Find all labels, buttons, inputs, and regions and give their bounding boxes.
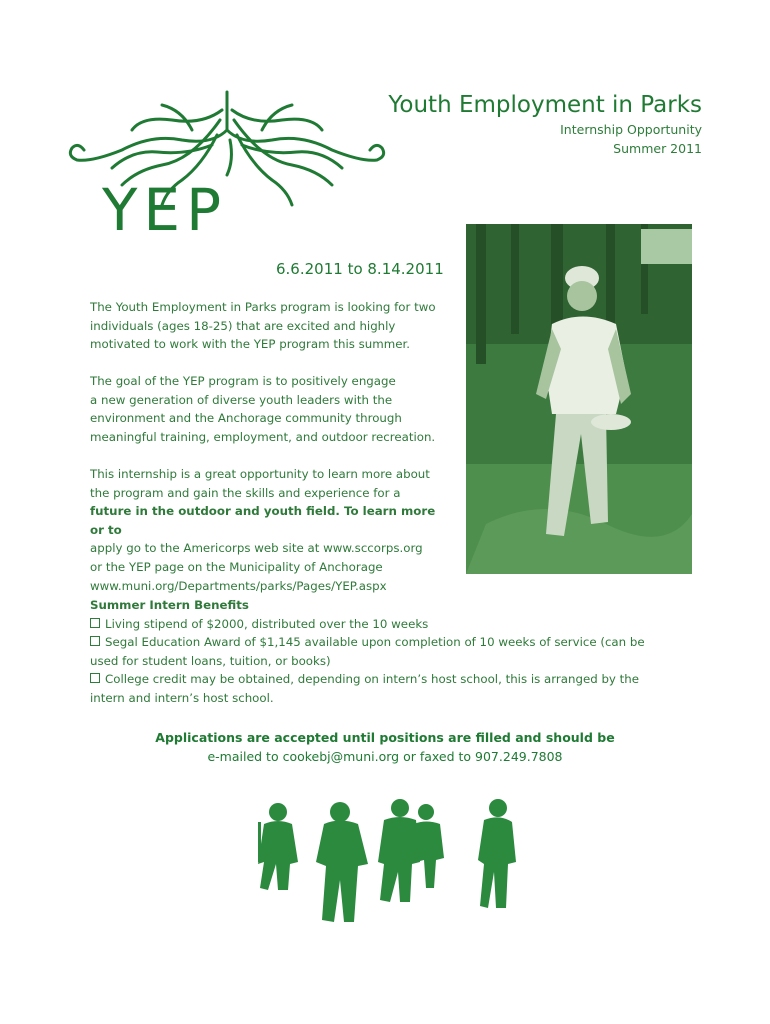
intern-photo <box>466 224 692 574</box>
checkbox-icon <box>90 636 100 646</box>
benefit-text: Segal Education Award of $1,145 available upon completion of 10 weeks of service (can be <box>105 635 645 650</box>
text-line: environment and the Anchorage community through <box>90 411 402 426</box>
program-dates: 6.6.2011 to 8.14.2011 <box>276 260 444 278</box>
people-silhouettes <box>250 792 530 932</box>
season-label: Summer 2011 <box>613 141 702 156</box>
text-line: individuals (ages 18-25) that are excited and highly <box>90 318 396 333</box>
silhouette-2 <box>316 802 368 922</box>
text-line: This internship is a great opportunity to learn more about <box>90 467 430 481</box>
text-line: The Youth Employment in Parks program is looking for two <box>90 300 436 314</box>
checkbox-icon <box>90 673 100 683</box>
apply-line-2: e-mailed to cookebj@muni.org or faxed to 907.249.7808 <box>207 749 563 764</box>
text-line: www.muni.org/Departments/parks/Pages/YEP.aspx <box>90 578 387 593</box>
silhouette-1 <box>258 803 298 890</box>
svg-text:YEP: YEP <box>102 176 228 235</box>
silhouette-4 <box>414 804 444 888</box>
page-subtitle: Internship Opportunity <box>560 122 702 137</box>
checkbox-icon <box>90 618 100 628</box>
benefits-section <box>90 596 690 708</box>
benefit-text: Living stipend of $2000, distributed over the 10 weeks <box>105 616 429 631</box>
text-line: apply go to the Americorps web site at www.sccorps.org <box>90 541 423 556</box>
text-line: The goal of the YEP program is to positively engage <box>90 374 396 388</box>
page-title: Youth Employment in Parks <box>388 92 702 118</box>
benefit-item-continued: used for student loans, tuition, or books) <box>90 653 331 668</box>
opportunity-paragraph <box>90 465 450 595</box>
text-line: or the YEP page on the Municipality of Anchorage <box>90 559 383 574</box>
benefit-item <box>90 633 690 652</box>
apply-line-1: Applications are accepted until positions are filled and should be <box>155 730 615 745</box>
yep-logo <box>62 90 392 235</box>
silhouette-5 <box>478 799 516 908</box>
goal-paragraph <box>90 372 450 446</box>
text-line: a new generation of diverse youth leaders with the <box>90 392 393 407</box>
text-line: meaningful training, employment, and outdoor recreation. <box>90 429 436 444</box>
benefit-item <box>90 615 690 634</box>
benefits-heading: Summer Intern Benefits <box>90 598 249 612</box>
benefit-item <box>90 670 690 689</box>
application-info <box>60 728 710 766</box>
intro-paragraph <box>90 298 450 354</box>
text-line-bold: future in the outdoor and youth field. To learn more or to <box>90 504 436 537</box>
text-line: motivated to work with the YEP program this summer. <box>90 337 411 352</box>
text-line: the program and gain the skills and experience for a <box>90 485 401 500</box>
silhouette-3 <box>378 799 420 902</box>
benefit-text: College credit may be obtained, depending on intern’s host school, this is arranged by the <box>105 672 640 687</box>
benefit-item-continued: intern and intern’s host school. <box>90 690 274 705</box>
